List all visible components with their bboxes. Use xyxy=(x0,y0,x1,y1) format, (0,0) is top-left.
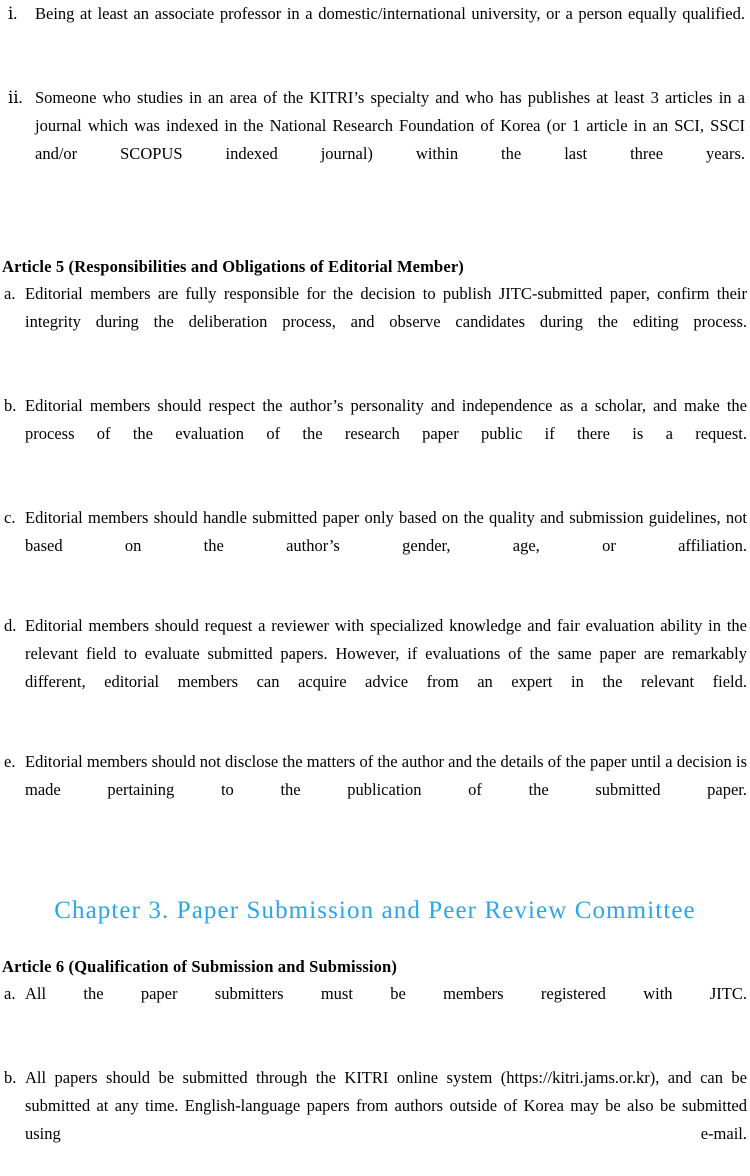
list-text: Editorial members should request a reviewer with specialized knowledge and fair evaluation ability in the relevant field to evaluate submitted papers. However, if evaluations of the same paper are remarkably different, editorial members can acquire advice from an expert in the relevant field. xyxy=(25,616,747,691)
spacer xyxy=(0,196,750,254)
list-marker: a. xyxy=(4,984,16,1003)
list-text: Editorial members should respect the author’s personality and independence as a scholar, and make the process of the evaluation of the research paper public if there is a request. xyxy=(25,396,747,443)
list-text: Editorial members should handle submitted paper only based on the quality and submission guidelines, not based on the author’s gender, age, or affiliation. xyxy=(25,508,747,555)
article-5-section xyxy=(0,254,750,832)
spacer xyxy=(0,476,750,504)
list-marker: a. xyxy=(4,284,16,303)
chapter-3-heading: Chapter 3. Paper Submission and Peer Review Committee xyxy=(54,897,696,924)
list-marker: c. xyxy=(4,508,16,527)
spacer xyxy=(0,364,750,392)
list-text: Someone who studies in an area of the KITRI’s specialty and who has publishes at least 3 articles in a journal which was indexed in the National Research Foundation of Korea (or 1 article in an SCI, SSCI and/or SCOPUS indexed journal) within the last three years. xyxy=(35,88,745,163)
list-item xyxy=(0,980,750,1036)
list-item xyxy=(0,392,750,476)
list-text: Editorial members are fully responsible for the decision to publish JITC-submitted paper, confirm their integrity during the deliberation process, and observe candidates during the editing process. xyxy=(25,284,747,331)
spacer xyxy=(0,56,750,84)
list-item xyxy=(0,612,750,724)
spacer xyxy=(0,588,750,612)
list-marker: e. xyxy=(4,752,16,771)
spacer xyxy=(0,724,750,748)
list-item xyxy=(0,0,750,56)
list-text: Being at least an associate professor in a domestic/international university, or a person equally qualified. xyxy=(35,4,745,23)
spacer xyxy=(0,1036,750,1064)
list-text: All papers should be submitted through the KITRI online system (https://kitri.jams.or.kr), and can be submitted at any time. English-language papers from authors outside of Korea may be also be submitted using e-mail. xyxy=(25,1068,747,1143)
list-marker: b. xyxy=(4,1068,17,1087)
list-text: All the paper submitters must be members registered with JITC. xyxy=(25,984,747,1003)
list-marker: d. xyxy=(4,616,17,635)
list-marker: ⅱ. xyxy=(8,88,23,107)
qualification-list xyxy=(0,0,750,196)
list-marker: b. xyxy=(4,396,17,415)
list-item xyxy=(0,280,750,364)
list-item xyxy=(0,84,750,196)
list-item xyxy=(0,748,750,832)
article-6-section xyxy=(0,954,750,1176)
list-text: Editorial members should not disclose the matters of the author and the details of the paper until a decision is made pertaining to the publication of the submitted paper. xyxy=(25,752,747,799)
article-6-heading: Article 6 (Qualification of Submission and Submission) xyxy=(2,957,397,976)
article-5-heading: Article 5 (Responsibilities and Obligations of Editorial Member) xyxy=(2,257,464,276)
list-marker: ⅰ. xyxy=(8,4,18,23)
spacer xyxy=(0,832,750,894)
list-item xyxy=(0,504,750,588)
spacer xyxy=(0,928,750,954)
list-item xyxy=(0,1064,750,1176)
